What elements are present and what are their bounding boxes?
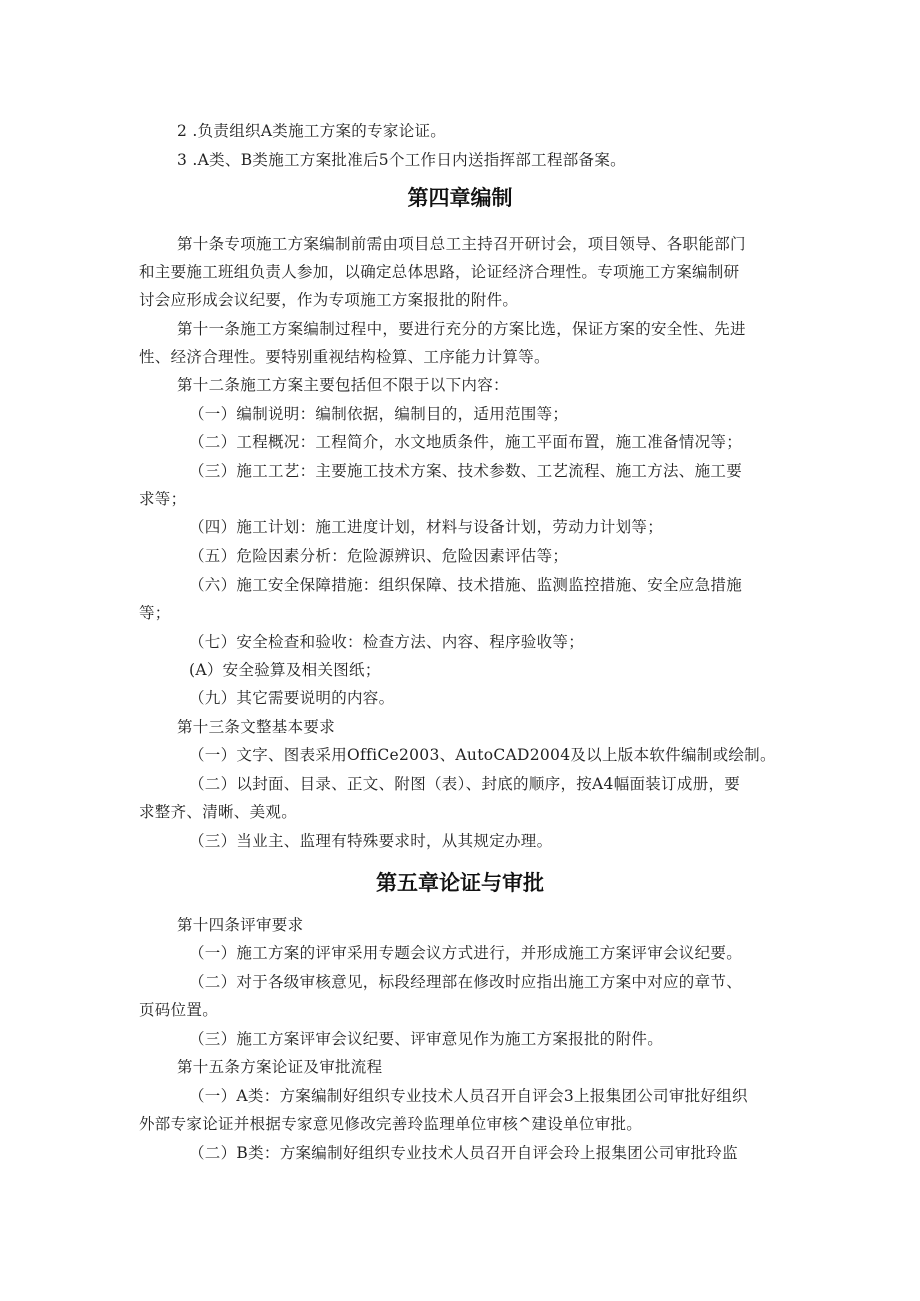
list-item: (A）安全验算及相关图纸； [189,661,381,679]
list-item-continuation: 求整齐、清晰、美观。 [139,803,298,821]
paragraph-line: 第十五条方案论证及审批流程 [177,1058,383,1076]
list-item: （三）施工方案评审会议纪要、评审意见作为施工方案报批的附件。 [189,1030,664,1048]
paragraph-line: 讨会应形成会议纪要，作为专项施工方案报批的附件。 [139,291,519,309]
list-item: （一）编制说明：编制依据，编制目的，适用范围等； [189,405,569,423]
list-item: （二）以封面、目录、正文、附图（表）、封底的顺序，按A4幅面装订成册，要 [189,775,741,793]
list-item: （三）施工工艺：主要施工技术方案、技术参数、工艺流程、施工方法、施工要 [189,462,743,480]
paragraph-line: 第十二条施工方案主要包括但不限于以下内容： [177,376,509,394]
list-item-continuation: 外部专家论证并根据专家意见修改完善玲监理单位审核^建设单位审批。 [139,1115,643,1133]
list-item-continuation: 页码位置。 [139,1001,219,1019]
paragraph-line: 第十条专项施工方案编制前需由项目总工主持召开研讨会，项目领导、各职能部门 [177,235,746,253]
paragraph-line: 第十四条评审要求 [177,916,304,934]
list-item: （七）安全检查和验收：检查方法、内容、程序验收等； [189,633,585,651]
list-item: 3 .A类、B类施工方案批准后5个工作日内送指挥部工程部备案。 [177,151,626,169]
list-item: （二）B类：方案编制好组织专业技术人员召开自评会玲上报集团公司审批玲监 [189,1144,738,1162]
chapter-4-title: 第四章编制 [407,186,513,210]
paragraph-line: 性、经济合理性。要特别重视结构检算、工序能力计算等。 [139,348,550,366]
list-item: （四）施工计划：施工进度计划，材料与设备计划，劳动力计划等； [189,518,664,536]
list-item: （九）其它需要说明的内容。 [189,689,395,707]
list-item: （一）施工方案的评审采用专题会议方式进行，并形成施工方案评审会议纪要。 [189,944,743,962]
list-item: （一）A类：方案编制好组织专业技术人员召开自评会3上报集团公司审批好组织 [189,1087,748,1105]
list-item: （一）文字、图表采用OffiCe2003、AutoCAD2004及以上版本软件编制或绘制。 [189,746,776,764]
list-item: 2 .负责组织A类施工方案的专家论证。 [177,122,447,140]
chapter-5-title: 第五章论证与审批 [376,871,544,895]
list-item: （二）工程概况：工程简介，水文地质条件，施工平面布置，施工准备情况等； [189,433,743,451]
list-item: （二）对于各级审核意见，标段经理部在修改时应指出施工方案中对应的章节、 [189,973,743,991]
list-item-continuation: 等； [139,604,171,622]
list-item: （三）当业主、监理有特殊要求时，从其规定办理。 [189,832,553,850]
list-item: （五）危险因素分析：危险源辨识、危险因素评估等； [189,547,569,565]
list-item-continuation: 求等； [139,490,187,508]
paragraph-line: 和主要施工班组负责人参加，以确定总体思路，论证经济合理性。专项施工方案编制研 [139,263,740,281]
list-item: （六）施工安全保障措施：组织保障、技术措施、监测监控措施、安全应急措施 [189,576,743,594]
paragraph-line: 第十一条施工方案编制过程中，要进行充分的方案比选，保证方案的安全性、先进 [177,320,746,338]
paragraph-line: 第十三条文整基本要求 [177,718,336,736]
